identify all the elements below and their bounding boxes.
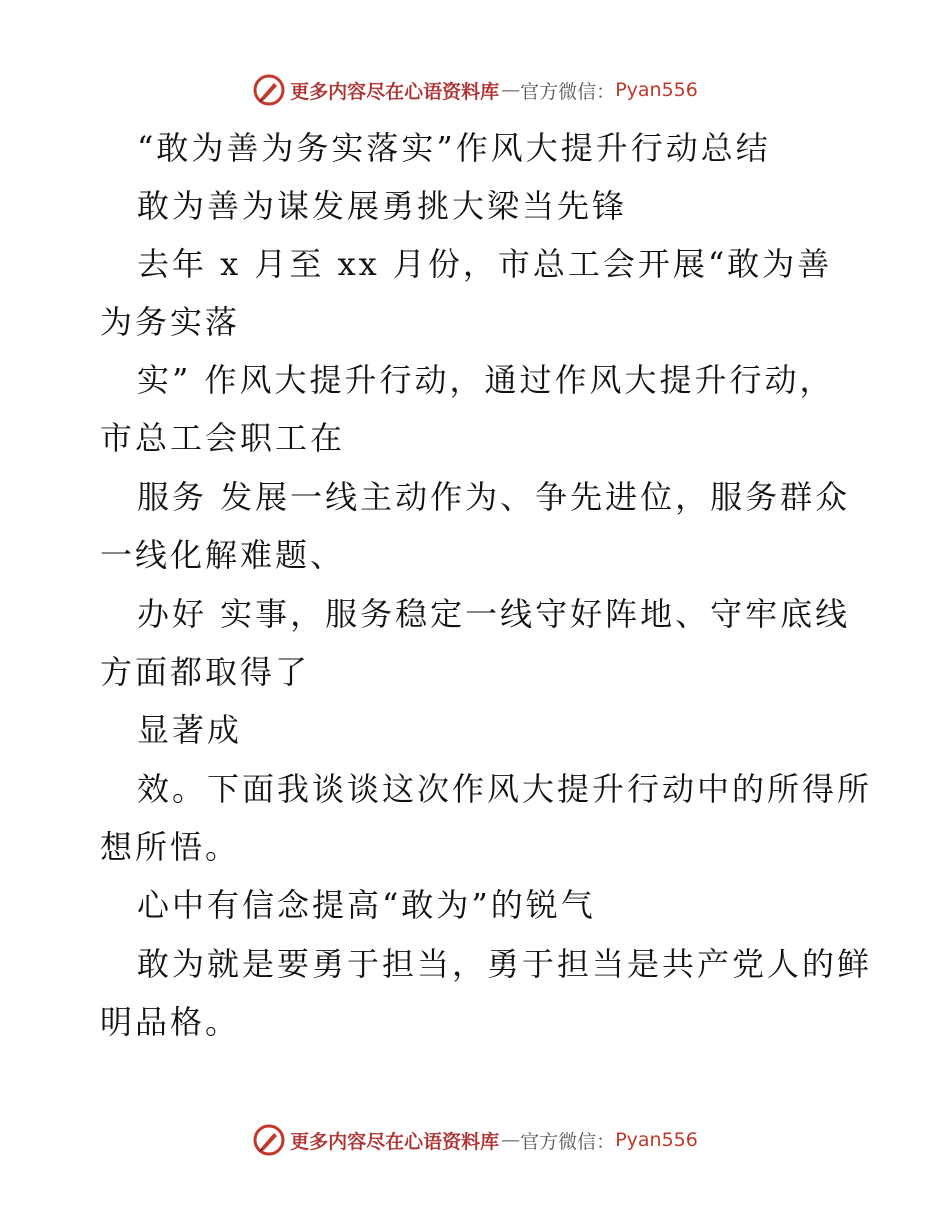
banner-dash: — [501, 79, 519, 101]
paragraph-line: 一线化解难题、 [100, 536, 346, 574]
banner-brand-text: 更多内容尽在心语资料库 [290, 1130, 500, 1153]
document-title: “敢为善为务实落实”作风大提升行动总结 [137, 129, 771, 167]
banner-dash: — [501, 1129, 519, 1151]
paragraph-line: 实” 作风大提升行动，通过作风大提升行动， [137, 361, 835, 399]
paragraph-line: 服务 发展一线主动作为、争先进位，服务群众 [137, 478, 851, 516]
banner-brand-text: 更多内容尽在心语资料库 [290, 80, 500, 103]
paragraph-line: 方面都取得了 [100, 653, 311, 691]
pen-logo-icon [252, 1123, 286, 1157]
footer-watermark-banner [0, 1120, 950, 1160]
banner-wechat-label: 官方微信： [520, 80, 616, 103]
paragraph-line: 显著成 [137, 711, 243, 749]
paragraph-line: 想所悟。 [100, 828, 241, 866]
paragraph-line: 敢为就是要勇于担当，勇于担当是共产党人的鲜 [137, 945, 873, 983]
banner-wechat-id: Pyan556 [615, 1129, 698, 1151]
paragraph-line: 办好 实事，服务稳定一线守好阵地、守牢底线 [137, 595, 851, 633]
paragraph-line: 市总工会职工在 [100, 419, 346, 457]
section-heading: 心中有信念提高“敢为”的锐气 [137, 886, 596, 924]
paragraph-line: 效。下面我谈谈这次作风大提升行动中的所得所 [137, 770, 873, 808]
banner-wechat-id: Pyan556 [615, 79, 698, 101]
paragraph-line: 为务实落 [100, 303, 241, 341]
document-subtitle: 敢为善为谋发展勇挑大梁当先锋 [137, 187, 628, 225]
paragraph-line: 去年 x 月至 xx 月份，市总工会开展“敢为善 [137, 245, 833, 283]
paragraph-line: 明品格。 [100, 1003, 241, 1041]
banner-wechat-label: 官方微信： [520, 1130, 616, 1153]
